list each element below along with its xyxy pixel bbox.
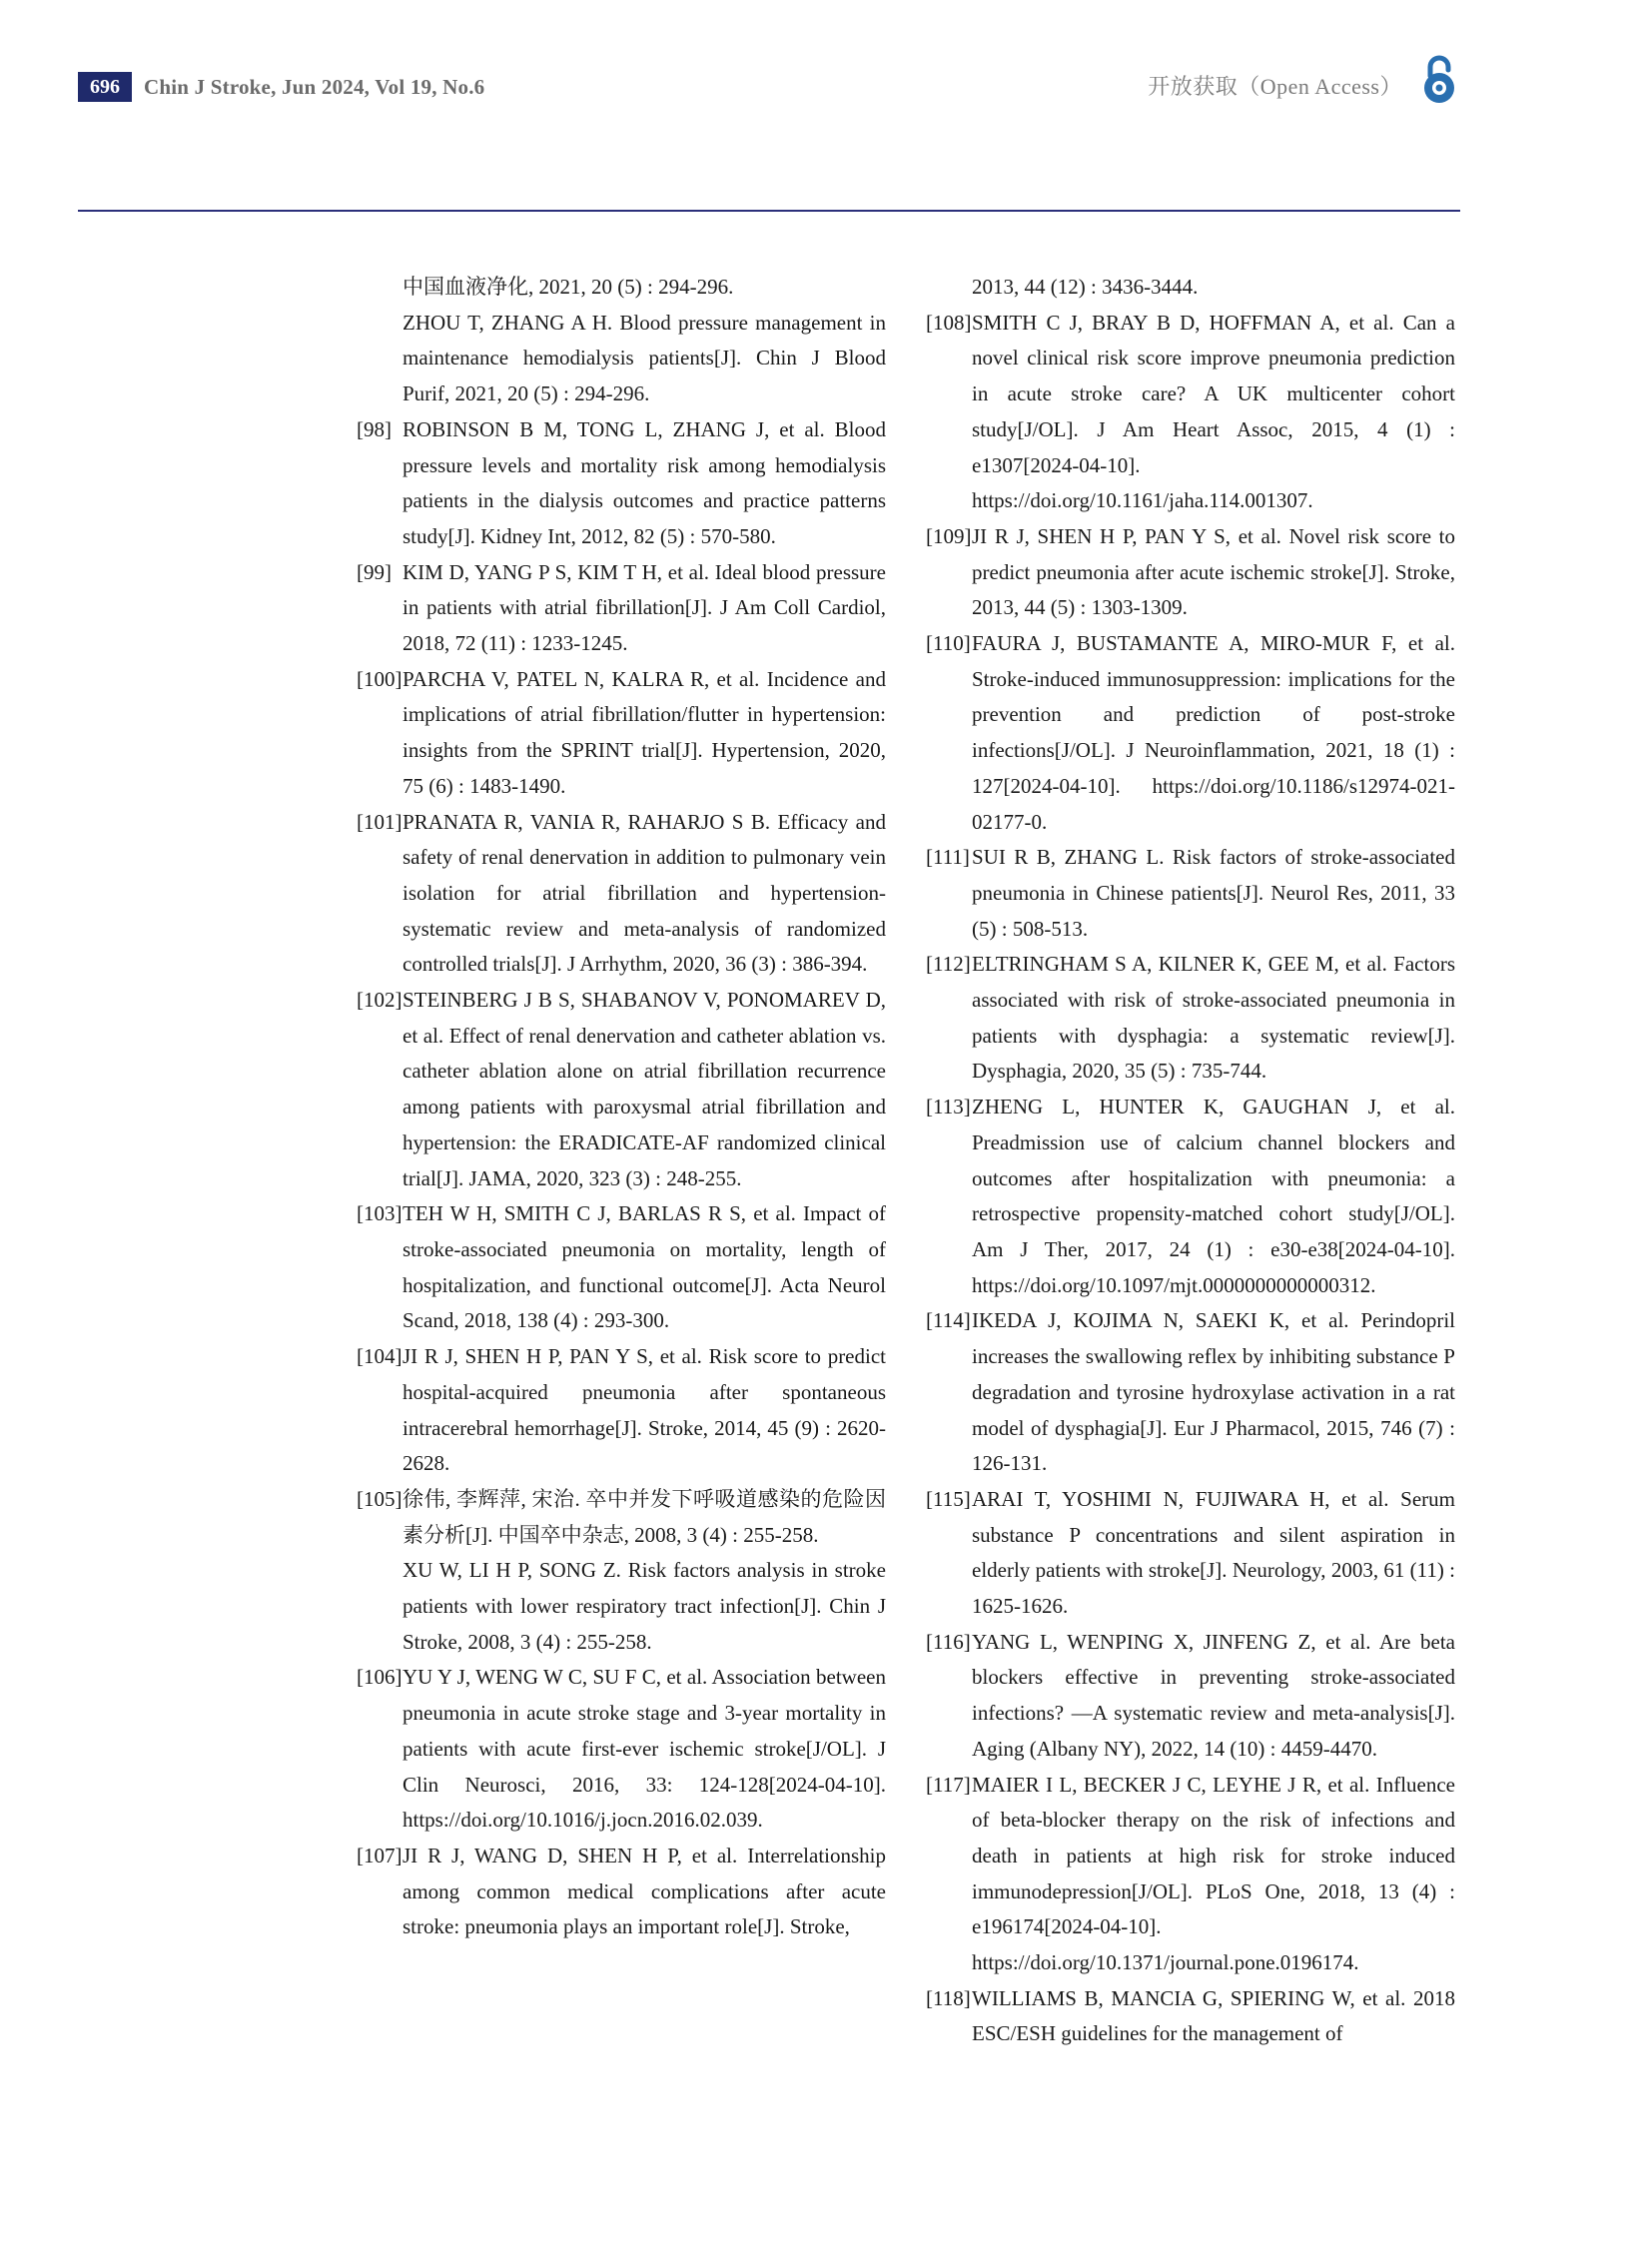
reference-number: [117] bbox=[926, 1772, 971, 1797]
reference-text: SMITH C J, BRAY B D, HOFFMAN A, et al. Can a novel clinical risk score improve pneumonia prediction in acute stroke care? A UK multicenter cohort study[J/OL]. J Am Heart Assoc, 2015, 4 (1) : e1307[2024-04-10]. https://doi.org/10.1161/jaha.114.001307. bbox=[972, 310, 1455, 513]
reference-number: [116] bbox=[926, 1629, 971, 1654]
reference-text: JI R J, SHEN H P, PAN Y S, et al. Novel risk score to predict pneumonia after acute ischemic stroke[J]. Stroke, 2013, 44 (5) : 1303-1309. bbox=[972, 523, 1455, 620]
reference-text: STEINBERG J B S, SHABANOV V, PONOMAREV D, et al. Effect of renal denervation and catheter ablation vs. catheter ablation alone on atrial fibrillation recurrence among patients with paroxysmal atrial fibrillation and hypertension: the ERADICATE-AF randomized clinical trial[J]. JAMA, 2020, 323 (3) : 248-255. bbox=[403, 988, 886, 1190]
reference-entry bbox=[926, 840, 1455, 947]
reference-entry bbox=[926, 1625, 1455, 1768]
reference-text: FAURA J, BUSTAMANTE A, MIRO-MUR F, et al. Stroke-induced immunosuppression: implications for the prevention and prediction of post-stroke infections[J/OL]. J Neuroinflammation, 2021, 18 (1) : 127[2024-04-10]. https://doi.org/10.1186/s12974-021-02177-0. bbox=[972, 631, 1455, 834]
reference-entry bbox=[926, 270, 1455, 306]
reference-text: JI R J, SHEN H P, PAN Y S, et al. Risk score to predict hospital-acquired pneumonia after spontaneous intracerebral hemorrhage[J]. Stroke, 2014, 45 (9) : 2620-2628. bbox=[403, 1344, 886, 1476]
reference-text: PARCHA V, PATEL N, KALRA R, et al. Incidence and implications of atrial fibrillation/flutter in hypertension: insights from the SPRINT trial[J]. Hypertension, 2020, 75 (6) : 1483-1490. bbox=[403, 666, 886, 798]
reference-number: [112] bbox=[926, 952, 971, 977]
reference-number: [108] bbox=[926, 310, 972, 335]
reference-text: IKEDA J, KOJIMA N, SAEKI K, et al. Perindopril increases the swallowing reflex by inhibiting substance P degradation and tyrosine hydroxylase activation in a rat model of dysphagia[J]. Eur J Pharmacol, 2015, 746 (7) : 126-131. bbox=[972, 1308, 1455, 1476]
reference-text: KIM D, YANG P S, KIM T H, et al. Ideal blood pressure in patients with atrial fibrillation[J]. J Am Coll Cardiol, 2018, 72 (11) : 1233-1245. bbox=[403, 559, 886, 656]
reference-text: YU Y J, WENG W C, SU F C, et al. Association between pneumonia in acute stroke stage and 3-year mortality in patients with acute first-ever ischemic stroke[J/OL]. J Clin Neurosci, 2016, 33: 124-128[2024-04-10]. https://doi.org/10.1016/j.jocn.2016.02.039. bbox=[403, 1665, 886, 1833]
reference-number: [113] bbox=[926, 1095, 971, 1120]
reference-entry bbox=[926, 306, 1455, 519]
reference-text: XU W, LI H P, SONG Z. Risk factors analysis in stroke patients with lower respiratory tract infection[J]. Chin J Stroke, 2008, 3 (4) : 255-258. bbox=[403, 1558, 886, 1654]
reference-number: [107] bbox=[357, 1843, 403, 1868]
reference-text: JI R J, WANG D, SHEN H P, et al. Interrelationship among common medical complications after acute stroke: pneumonia plays an important role[J]. Stroke, bbox=[403, 1843, 886, 1939]
references-left-column bbox=[357, 270, 886, 1945]
reference-text: TEH W H, SMITH C J, BARLAS R S, et al. Impact of stroke-associated pneumonia on mortality, length of hospitalization, and functional outcome[J]. Acta Neurol Scand, 2018, 138 (4) : 293-300. bbox=[403, 1201, 886, 1333]
reference-entry bbox=[357, 270, 886, 412]
journal-citation: Chin J Stroke, Jun 2024, Vol 19, No.6 bbox=[144, 74, 485, 99]
reference-number: [99] bbox=[357, 559, 392, 584]
reference-text: ZHOU T, ZHANG A H. Blood pressure management in maintenance hemodialysis patients[J]. Chin J Blood Purif, 2021, 20 (5) : 294-296. bbox=[403, 310, 886, 406]
reference-entry bbox=[926, 1981, 1455, 2052]
reference-entry bbox=[926, 519, 1455, 626]
reference-entry bbox=[357, 1196, 886, 1339]
reference-text: YANG L, WENPING X, JINFENG Z, et al. Are beta blockers effective in preventing stroke-associated infections? —A systematic review and meta-analysis[J]. Aging (Albany NY), 2022, 14 (10) : 4459-4470. bbox=[972, 1629, 1455, 1761]
reference-text: 2013, 44 (12) : 3436-3444. bbox=[972, 275, 1199, 299]
open-access-lock-icon bbox=[1419, 54, 1459, 106]
reference-entry bbox=[357, 1339, 886, 1482]
reference-entry bbox=[357, 662, 886, 805]
reference-entry bbox=[926, 1482, 1455, 1625]
reference-number: [101] bbox=[357, 809, 403, 834]
reference-number: [114] bbox=[926, 1308, 971, 1333]
reference-text: ROBINSON B M, TONG L, ZHANG J, et al. Blood pressure levels and mortality risk among hemodialysis patients in the dialysis outcomes and practice patterns study[J]. Kidney Int, 2012, 82 (5) : 570-580. bbox=[403, 416, 886, 548]
header-rule bbox=[78, 210, 1460, 212]
reference-number: [103] bbox=[357, 1201, 403, 1226]
reference-entry bbox=[926, 1768, 1455, 1981]
reference-text: 中国血液净化, 2021, 20 (5) : 294-296. bbox=[403, 275, 734, 299]
reference-number: [109] bbox=[926, 523, 972, 548]
open-access-label: 开放获取（Open Access） bbox=[1148, 74, 1402, 99]
references-right-column bbox=[926, 270, 1455, 2052]
reference-entry bbox=[357, 1660, 886, 1839]
reference-number: [110] bbox=[926, 631, 971, 656]
reference-text: PRANATA R, VANIA R, RAHARJO S B. Efficacy and safety of renal denervation in addition to pulmonary vein isolation for atrial fibrillation and hypertension-systematic review and meta-analysis of randomized controlled trials[J]. J Arrhythm, 2020, 36 (3) : 386-394. bbox=[403, 809, 886, 977]
page-number: 696 bbox=[78, 72, 132, 102]
reference-number: [106] bbox=[357, 1665, 403, 1690]
reference-number: [102] bbox=[357, 988, 403, 1013]
reference-text: ELTRINGHAM S A, KILNER K, GEE M, et al. Factors associated with risk of stroke-associated pneumonia in patients with dysphagia: a systematic review[J]. Dysphagia, 2020, 35 (5) : 735-744. bbox=[972, 952, 1455, 1084]
reference-entry bbox=[357, 983, 886, 1196]
reference-entry bbox=[357, 1839, 886, 1945]
reference-text: SUI R B, ZHANG L. Risk factors of stroke-associated pneumonia in Chinese patients[J]. Neurol Res, 2011, 33 (5) : 508-513. bbox=[972, 845, 1455, 941]
running-header bbox=[78, 72, 484, 102]
reference-entry bbox=[926, 1090, 1455, 1303]
reference-entry bbox=[357, 805, 886, 984]
reference-entry bbox=[926, 1303, 1455, 1482]
reference-text: 徐伟, 李辉萍, 宋治. 卒中并发下呼吸道感染的危险因素分析[J]. 中国卒中杂志, 2008, 3 (4) : 255-258. bbox=[403, 1486, 886, 1547]
reference-number: [111] bbox=[926, 845, 970, 870]
reference-number: [105] bbox=[357, 1486, 403, 1511]
reference-number: [100] bbox=[357, 666, 403, 691]
reference-number: [118] bbox=[926, 1985, 971, 2010]
reference-text: MAIER I L, BECKER J C, LEYHE J R, et al. Influence of beta-blocker therapy on the risk of infections and death in patients at high risk for stroke induced immunodepression[J/OL]. PLoS One, 2018, 13 (4) : e196174[2024-04-10]. https://doi.org/10.1371/journal.pone.0196174. bbox=[972, 1772, 1455, 1975]
reference-number: [115] bbox=[926, 1486, 971, 1511]
reference-entry bbox=[926, 626, 1455, 840]
reference-entry bbox=[926, 947, 1455, 1090]
reference-number: [98] bbox=[357, 416, 392, 441]
reference-entry bbox=[357, 555, 886, 662]
reference-number: [104] bbox=[357, 1344, 403, 1369]
reference-text: WILLIAMS B, MANCIA G, SPIERING W, et al. 2018 ESC/ESH guidelines for the management of bbox=[972, 1985, 1455, 2046]
reference-text: ZHENG L, HUNTER K, GAUGHAN J, et al. Preadmission use of calcium channel blockers and outcomes after hospitalization with pneumonia: a retrospective propensity-matched cohort study[J/OL]. Am J Ther, 2017, 24 (1) : e30-e38[2024-04-10]. https://doi.org/10.1097/mjt.0000000000000312. bbox=[972, 1095, 1455, 1297]
reference-entry bbox=[357, 412, 886, 555]
reference-text: ARAI T, YOSHIMI N, FUJIWARA H, et al. Serum substance P concentrations and silent aspiration in elderly patients with stroke[J]. Neurology, 2003, 61 (11) : 1625-1626. bbox=[972, 1486, 1455, 1619]
reference-entry bbox=[357, 1482, 886, 1661]
